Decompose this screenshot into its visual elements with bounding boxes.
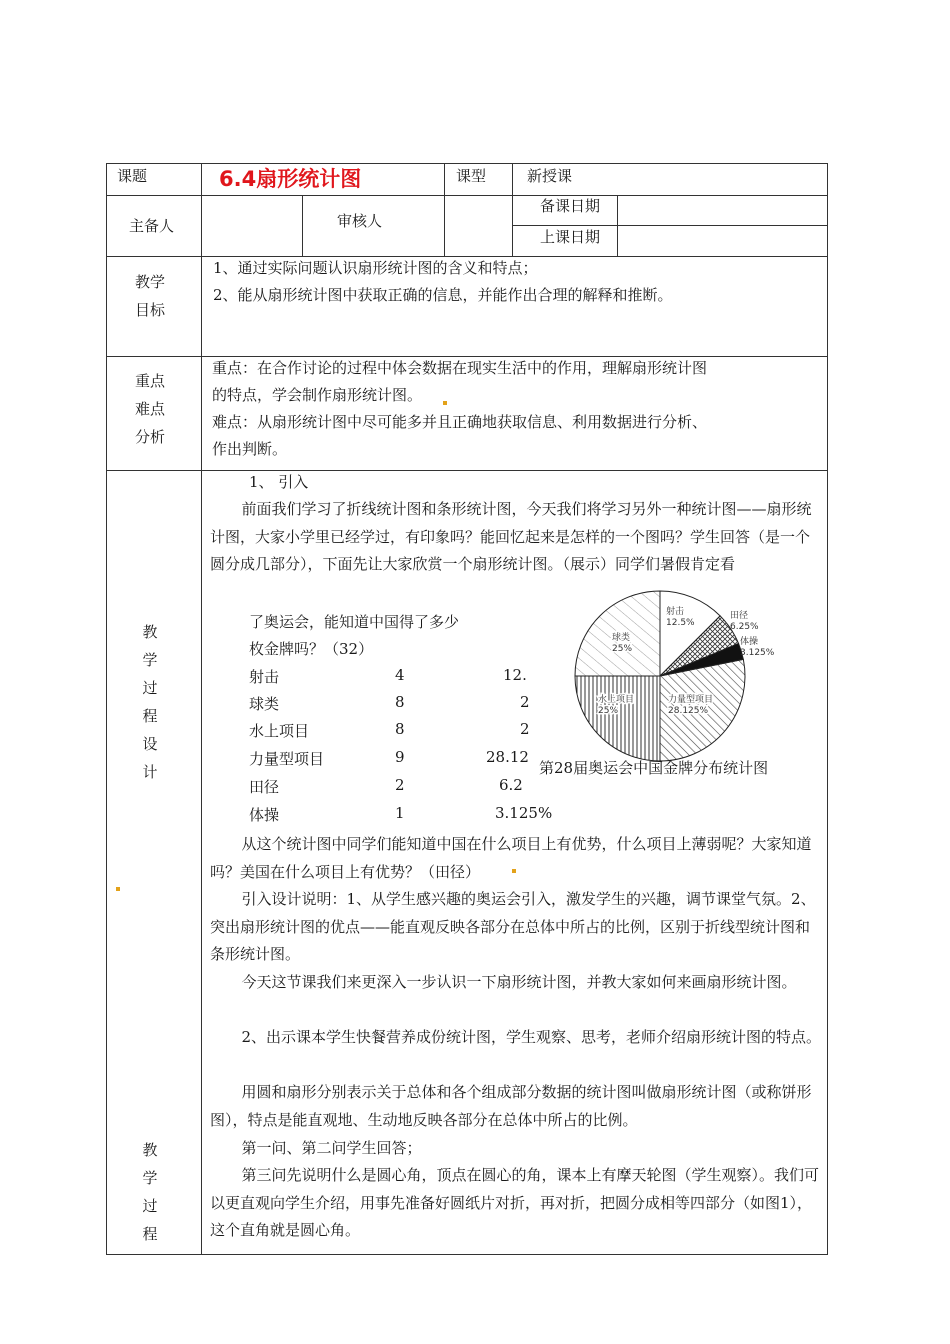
table-row: 球类 xyxy=(249,695,280,713)
table-border xyxy=(106,356,828,357)
table-border xyxy=(106,256,828,257)
table-border xyxy=(512,225,828,226)
table-border xyxy=(617,195,618,256)
medal-pie-chart xyxy=(560,584,775,768)
keypoint-line: 作出判断。 xyxy=(212,440,288,458)
table-border xyxy=(106,470,828,471)
keypoints-label: 重点 难点 分析 xyxy=(135,372,166,446)
paragraph: 从这个统计图中同学们能知道中国在什么项目上有优势，什么项目上薄弱呢？大家知道吗？美国在什么项目上有优势？（田径） xyxy=(210,835,812,881)
table-row: 水上项目 xyxy=(249,722,310,740)
table-border xyxy=(444,163,445,256)
table-row: 田径 xyxy=(249,778,280,796)
stray-mark xyxy=(116,887,120,891)
slice-value-label: 28.125% xyxy=(668,706,709,716)
class-date-label: 上课日期 xyxy=(540,228,601,246)
paragraph: 第一问、第二问学生回答； xyxy=(241,1139,422,1157)
goal-item: 1、通过实际问题认识扇形统计图的含义和特点； xyxy=(213,259,538,277)
slice-value-label: 25% xyxy=(598,706,619,716)
paragraph: 2、出示课本学生快餐营养成份统计图，学生观察、思考，老师介绍扇形统计图的特点。 xyxy=(241,1028,822,1046)
lesson-plan-page: 课题 6.4扇形统计图 课型 新授课 主备人 审核人 备课日期 上课日期 教学 目标 1、通过实际问题认识扇形统计图的含义和特点； 2、能从扇形统计图中获取正确的信息，并能作出合理的解释和推断。 重点 难点 分析 重点：在合作讨论的过程中体会数据在现实生活中的作用，理解扇形统计图 的特点，学会制作扇形统计图。 难点：从扇形统计图中尽可能多并且正确地获取信息、利用数据进行分析、 作出判断。 教 学 过 程 设 计 教 学 过 程 1、 引入 前面我们学习了折线统计图和条形统计图，今天我们将学习另外一种统计图——扇形统计图，大家小学里已经学过，有印象吗？能回忆起来是怎样的一个图吗？学生回答（是一个圆分成几部分），下面先让大家欣赏一个扇形统计图。（展示）同学们暑假肯定看 了奥运会，能知道中国得了多少 枚金牌吗？（32） 射击 4 12. 球类 8 2 水上项目 8 2 力量型项目 9 28.12 田径 2 6.2 体操 1 3.125% 射击 12.5% 田径 6.25% 体操 3.125% 力量型项目 28.125% 水上项目 25% 球类 25% 第28届奥运会中国金牌分布统计图 从这个统计图中同学们能知道中国在什么项目上有优势，什么项目上薄弱呢？大家知道吗？美国在什么项目上有优势？（田径） 引入设计说明：1、从学生感兴趣的奥运会引入，激发学生的兴趣，调节课堂气氛。2、突出扇形统计图的优点——能直观反映各部分在总体中所占的比例，区别于折线型统计图和条形统计图。 今天这节课我们来更深入一步认识一下扇形统计图，并教大家如何来画扇形统计图。 2、出示课本学生快餐营养成份统计图，学生观察、思考，老师介绍扇形统计图的特点。 用圆和扇形分别表示关于总体和各个组成部分数据的统计图叫做扇形统计图（或称饼形图），特点是能直观地、生动地反映各部分在总体中所占的比例。 第一问、第二问学生回答； 第三问先说明什么是圆心角，顶点在圆心的角，课本上有摩天轮图（学生观察）。我们可以更直观向学生介绍，用事先准备好圆纸片对折，再对折，把圆分成相等四部分（如图1），这个直角就是圆心角。 xyxy=(0,0,950,1344)
reviewer-label: 审核人 xyxy=(337,212,383,230)
prep-date-label: 备课日期 xyxy=(540,197,601,215)
topic-label: 课题 xyxy=(117,167,148,185)
paragraph: 引入设计说明：1、从学生感兴趣的奥运会引入，激发学生的兴趣，调节课堂气氛。2、突出扇形统计图的优点——能直观反映各部分在总体中所占的比例，区别于折线型统计图和条形统计图。 xyxy=(210,890,816,964)
slice-value-label: 6.25% xyxy=(730,622,759,632)
table-border xyxy=(106,195,828,196)
paragraph: 第三问先说明什么是圆心角，顶点在圆心的角，课本上有摩天轮图（学生观察）。我们可以更直观向学生介绍，用事先准备好圆纸片对折，再对折，把圆分成相等四部分（如图1），这个直角就是圆心角。 xyxy=(210,1166,820,1240)
slice-name-label: 田径 xyxy=(730,611,749,621)
slice-value-label: 25% xyxy=(612,644,633,654)
slice-name-label: 球类 xyxy=(612,633,631,643)
goal-item: 2、能从扇形统计图中获取正确的信息，并能作出合理的解释和推断。 xyxy=(213,286,673,304)
table-row: 力量型项目 xyxy=(249,750,325,768)
slice-name-label: 力量型项目 xyxy=(668,695,714,705)
intro-heading: 1、 引入 xyxy=(249,473,309,491)
table-border xyxy=(302,195,303,256)
type-label: 课型 xyxy=(456,167,487,185)
slice-value-label: 12.5% xyxy=(666,618,695,628)
slice-name-label: 射击 xyxy=(666,607,685,617)
table-border xyxy=(106,163,107,1255)
stray-mark xyxy=(443,401,447,405)
process-label: 教 学 过 程 设 计 xyxy=(142,623,158,781)
goals-label: 教学 目标 xyxy=(135,273,166,319)
keypoint-line: 重点：在合作讨论的过程中体会数据在现实生活中的作用，理解扇形统计图 xyxy=(212,359,708,377)
author-label: 主备人 xyxy=(129,217,175,235)
intro-continued: 了奥运会，能知道中国得了多少 xyxy=(249,613,460,631)
table-row: 体操 xyxy=(249,806,280,824)
table-border xyxy=(106,163,828,164)
intro-continued: 枚金牌吗？（32） xyxy=(249,640,374,658)
table-border xyxy=(106,1254,828,1255)
table-border xyxy=(201,163,202,1255)
slice-value-label: 3.125% xyxy=(740,648,775,658)
page-title: 6.4扇形统计图 xyxy=(219,167,362,191)
keypoint-line: 难点：从扇形统计图中尽可能多并且正确地获取信息、利用数据进行分析、 xyxy=(212,413,708,431)
process-label-2: 教 学 过 程 xyxy=(142,1141,158,1243)
keypoint-line: 的特点，学会制作扇形统计图。 xyxy=(212,386,423,404)
type-value: 新授课 xyxy=(527,167,573,185)
paragraph: 今天这节课我们来更深入一步认识一下扇形统计图，并教大家如何来画扇形统计图。 xyxy=(241,973,797,991)
pie-slice xyxy=(575,676,660,761)
table-border xyxy=(512,163,513,256)
stray-mark xyxy=(512,869,516,873)
intro-paragraph: 前面我们学习了折线统计图和条形统计图，今天我们将学习另外一种统计图——扇形统计图，大家小学里已经学过，有印象吗？能回忆起来是怎样的一个图吗？学生回答（是一个圆分成几部分），下面先让大家欣赏一个扇形统计图。（展示）同学们暑假肯定看 xyxy=(210,500,812,574)
chart-title: 第28届奥运会中国金牌分布统计图 xyxy=(539,759,769,777)
slice-name-label: 水上项目 xyxy=(598,695,635,705)
table-border xyxy=(827,163,828,1255)
paragraph: 用圆和扇形分别表示关于总体和各个组成部分数据的统计图叫做扇形统计图（或称饼形图），特点是能直观地、生动地反映各部分在总体中所占的比例。 xyxy=(210,1083,812,1129)
table-row: 射击 xyxy=(249,668,280,686)
slice-name-label: 体操 xyxy=(740,637,759,647)
